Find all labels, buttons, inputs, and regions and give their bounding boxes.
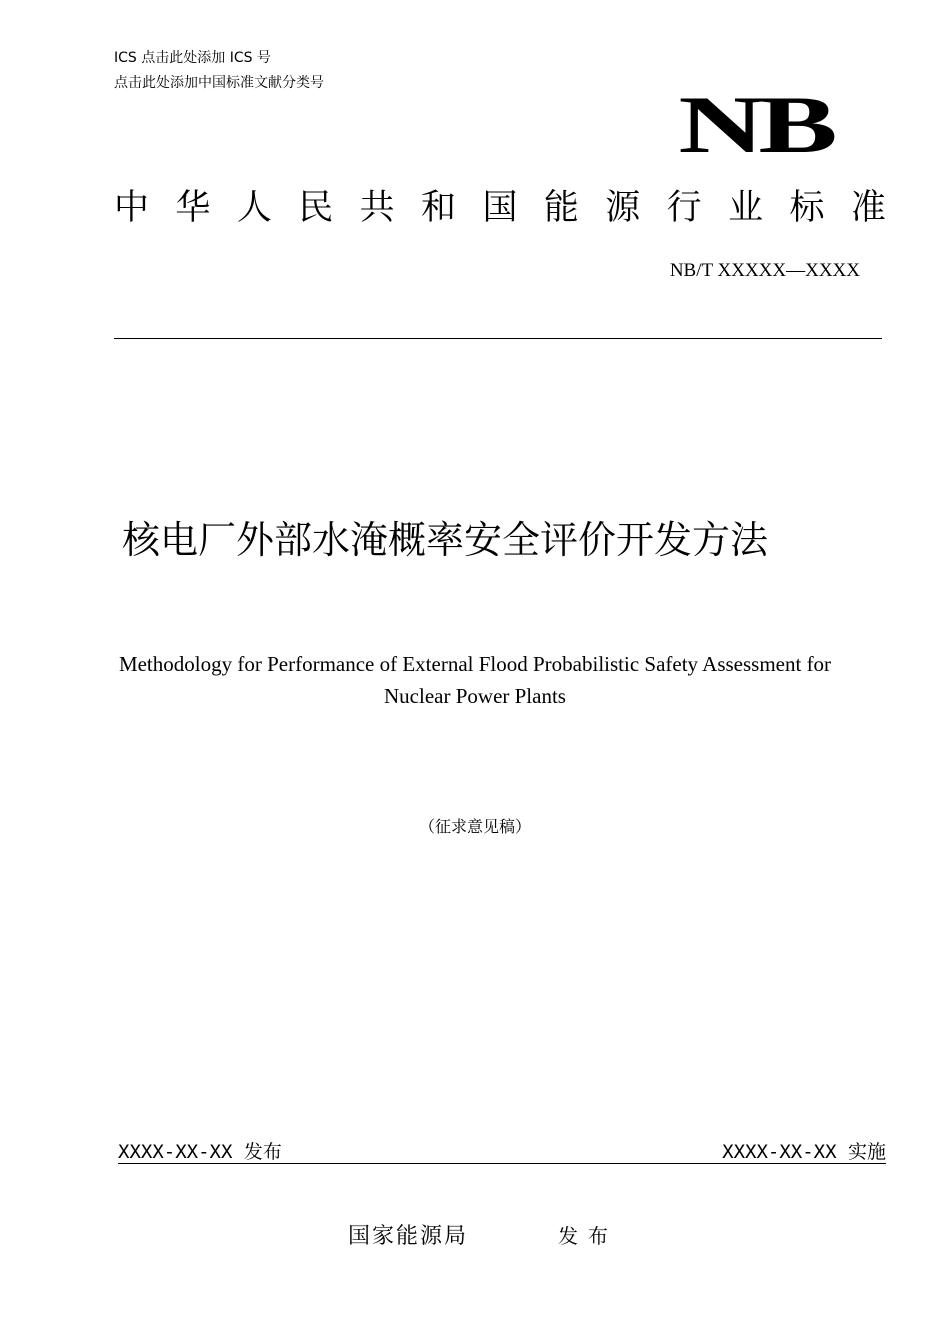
industry-title-char: 人	[236, 188, 272, 228]
industry-title-char: 行	[666, 188, 702, 228]
industry-standard-title	[114, 184, 886, 232]
draft-stage-label: （征求意见稿）	[418, 817, 531, 836]
industry-title-char: 业	[728, 188, 764, 228]
english-title-line: Methodology for Performance of External Flood Probabilistic Safety Assessment for	[118, 652, 832, 676]
implementation-date	[722, 1141, 886, 1163]
issue-date-value: XXXX-XX-XX	[118, 1141, 233, 1163]
issued-label: 发布	[558, 1224, 618, 1248]
ics-code-placeholder: ICS 点击此处添加 ICS 号	[114, 50, 271, 66]
date-row	[118, 1139, 886, 1164]
standard-number: NB/T XXXXX—XXXX	[669, 260, 860, 281]
industry-title-char: 标	[789, 188, 825, 228]
issue-date	[118, 1141, 282, 1163]
nb-logo: NB	[678, 79, 832, 170]
industry-title-char: 准	[850, 188, 886, 228]
industry-title-char: 中	[114, 188, 150, 228]
ccs-code-placeholder: 点击此处添加中国标准文献分类号	[114, 75, 324, 91]
implementation-date-suffix: 实施	[847, 1141, 886, 1163]
document-title-english	[0, 648, 950, 712]
industry-title-char: 民	[298, 188, 334, 228]
document-title-chinese: 核电厂外部水淹概率安全评价开发方法	[122, 518, 769, 562]
industry-title-char: 国	[482, 188, 518, 228]
industry-title-char: 华	[175, 188, 211, 228]
header-divider	[114, 338, 882, 339]
industry-title-char: 能	[543, 188, 579, 228]
industry-title-char: 和	[421, 188, 457, 228]
issuing-authority: 国家能源局	[348, 1224, 469, 1249]
issue-date-suffix: 发布	[243, 1141, 282, 1163]
industry-title-char: 共	[359, 188, 395, 228]
implementation-date-value: XXXX-XX-XX	[722, 1141, 837, 1163]
english-title-line: Nuclear Power Plants	[384, 684, 566, 708]
industry-title-char: 源	[605, 188, 641, 228]
